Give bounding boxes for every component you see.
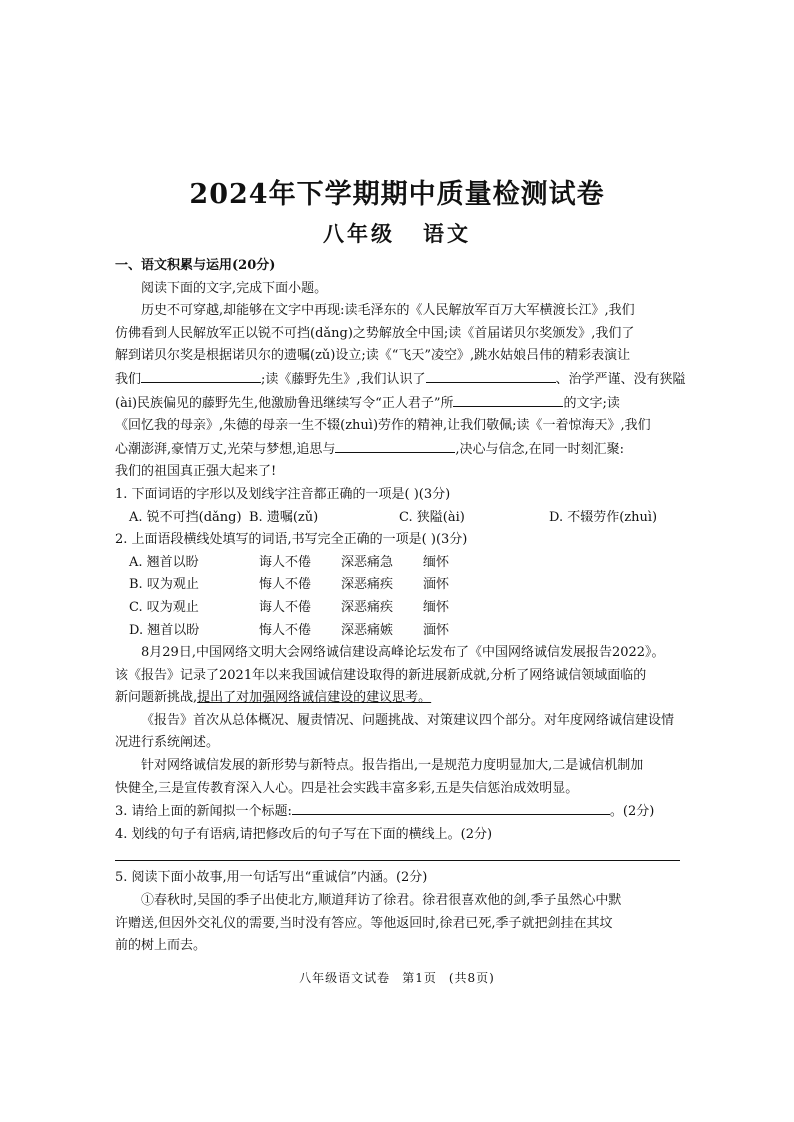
- question-2-option-row[interactable]: D. 翘首以盼 悔人不倦 深恶痛嫉 湎怀: [129, 622, 450, 638]
- passage-line: 我们的祖国真正强大起来了!: [115, 464, 277, 480]
- news-line: 针对网络诚信发展的新形势与新特点。报告指出,一是规范力度明显加大,二是诚信机制加: [141, 758, 644, 774]
- page-footer: [0, 969, 794, 986]
- underlined-sentence: 提出了对加强网络诚信建设的建议思考。: [197, 690, 432, 706]
- question-2-stem: 2. 上面语段横线处填写的词语,书写完全正确的一项是( )(3分): [115, 532, 468, 548]
- passage-line: (ài)民族偏见的藤野先生,他激励鲁迅继续写令“正人君子”所 的文字;读: [115, 392, 685, 416]
- footer-total: (共8页): [448, 971, 495, 985]
- passage-line: 心潮澎湃,豪情万丈,光荣与梦想,追思与 ,决心与信念,在同一时刻汇聚:: [115, 438, 685, 462]
- answer-blank[interactable]: [141, 368, 261, 383]
- story-line: ①春秋时,吴国的季子出使北方,顺道拜访了徐君。徐君很喜欢他的剑,季子虽然心中默: [141, 893, 622, 909]
- footer-label: 八年级语文试卷: [299, 971, 391, 985]
- question-1-options: [115, 507, 685, 530]
- question-3: 3. 请给上面的新闻拟一个标题: 。(2分): [115, 800, 685, 824]
- answer-blank[interactable]: [453, 392, 563, 407]
- question-2-option-row[interactable]: B. 叹为观止 悔人不倦 深恶痛疾 湎怀: [129, 577, 450, 593]
- option-a[interactable]: A. 锐不可挡(dǎng): [129, 509, 242, 525]
- exam-content: [115, 255, 685, 958]
- question-1-stem: 1. 下面词语的字形以及划线字注音都正确的一项是( )(3分): [115, 486, 451, 502]
- grade-label: 八年级: [323, 221, 395, 246]
- news-line: 8月29日,中国网络文明大会网络诚信建设高峰论坛发布了《中国网络诚信发展报告2022》。: [141, 645, 665, 661]
- option-d[interactable]: D. 不辍劳作(zhuì): [549, 509, 658, 525]
- answer-blank[interactable]: [335, 438, 455, 453]
- passage-line: 仿佛看到人民解放军正以锐不可挡(dǎng)之势解放全中国;读《首届诺贝尔奖颁发》,我们了: [115, 325, 635, 341]
- subject-label: 语文: [423, 221, 471, 246]
- passage-line: 我们 ;读《藤野先生》,我们认识了 、治学严谨、没有狭隘: [115, 368, 685, 392]
- option-c[interactable]: C. 狭隘(ài): [399, 509, 465, 525]
- section-intro: 阅读下面的文字,完成下面小题。: [141, 280, 328, 296]
- passage-line: 历史不可穿越,却能够在文字中再现:读毛泽东的《人民解放军百万大军横渡长江》,我们: [141, 303, 635, 319]
- title-answer-blank[interactable]: [292, 800, 610, 815]
- story-line: 前的树上而去。: [115, 938, 207, 954]
- passage-line: 解到诺贝尔奖是根据诺贝尔的遗嘱(zǔ)设立;读《“飞天”凌空》,跳水姑娘吕伟的精彩表演让: [115, 348, 631, 364]
- page-subtitle: [0, 218, 794, 248]
- question-2-option-row[interactable]: C. 叹为观止 诲人不倦 深恶痛疾 缅怀: [129, 599, 450, 615]
- answer-line[interactable]: [115, 860, 680, 861]
- footer-page: 第1页: [402, 971, 437, 985]
- news-line: 《报告》首次从总体概况、履责情况、问题挑战、对策建议四个部分。对年度网络诚信建设情: [141, 712, 675, 728]
- news-line: 该《报告》记录了2021年以来我国诚信建设取得的新进展新成就,分析了网络诚信领域面临的: [115, 667, 647, 683]
- page-title: 2024年下学期期中质量检测试卷: [189, 179, 605, 210]
- answer-blank[interactable]: [426, 368, 556, 383]
- question-2-option-row[interactable]: A. 翘首以盼 诲人不倦 深恶痛急 缅怀: [129, 554, 450, 570]
- section-heading: 一、语文积累与运用(20分): [115, 258, 276, 273]
- question-4-stem: 4. 划线的句子有语病,请把修改后的句子写在下面的横线上。(2分): [115, 826, 493, 842]
- news-line: 新问题新挑战,提出了对加强网络诚信建设的建议思考。: [115, 690, 432, 706]
- news-line: 况进行系统阐述。: [115, 735, 220, 751]
- news-line: 快健全,三是宣传教育深入人心。四是社会实践丰富多彩,五是失信惩治成效明显。: [115, 780, 579, 796]
- story-line: 许赠送,但因外交礼仪的需要,当时没有答应。等他返回时,徐君已死,季子就把剑挂在其坟: [115, 915, 613, 931]
- option-b[interactable]: B. 遗嘱(zǔ): [249, 509, 319, 525]
- question-5-stem: 5. 阅读下面小故事,用一句话写出“重诚信”内涵。(2分): [115, 870, 428, 886]
- passage-line: 《回忆我的母亲》,朱德的母亲一生不辍(zhuì)劳作的精神,让我们敬佩;读《一着惊海天》,我们: [115, 418, 651, 434]
